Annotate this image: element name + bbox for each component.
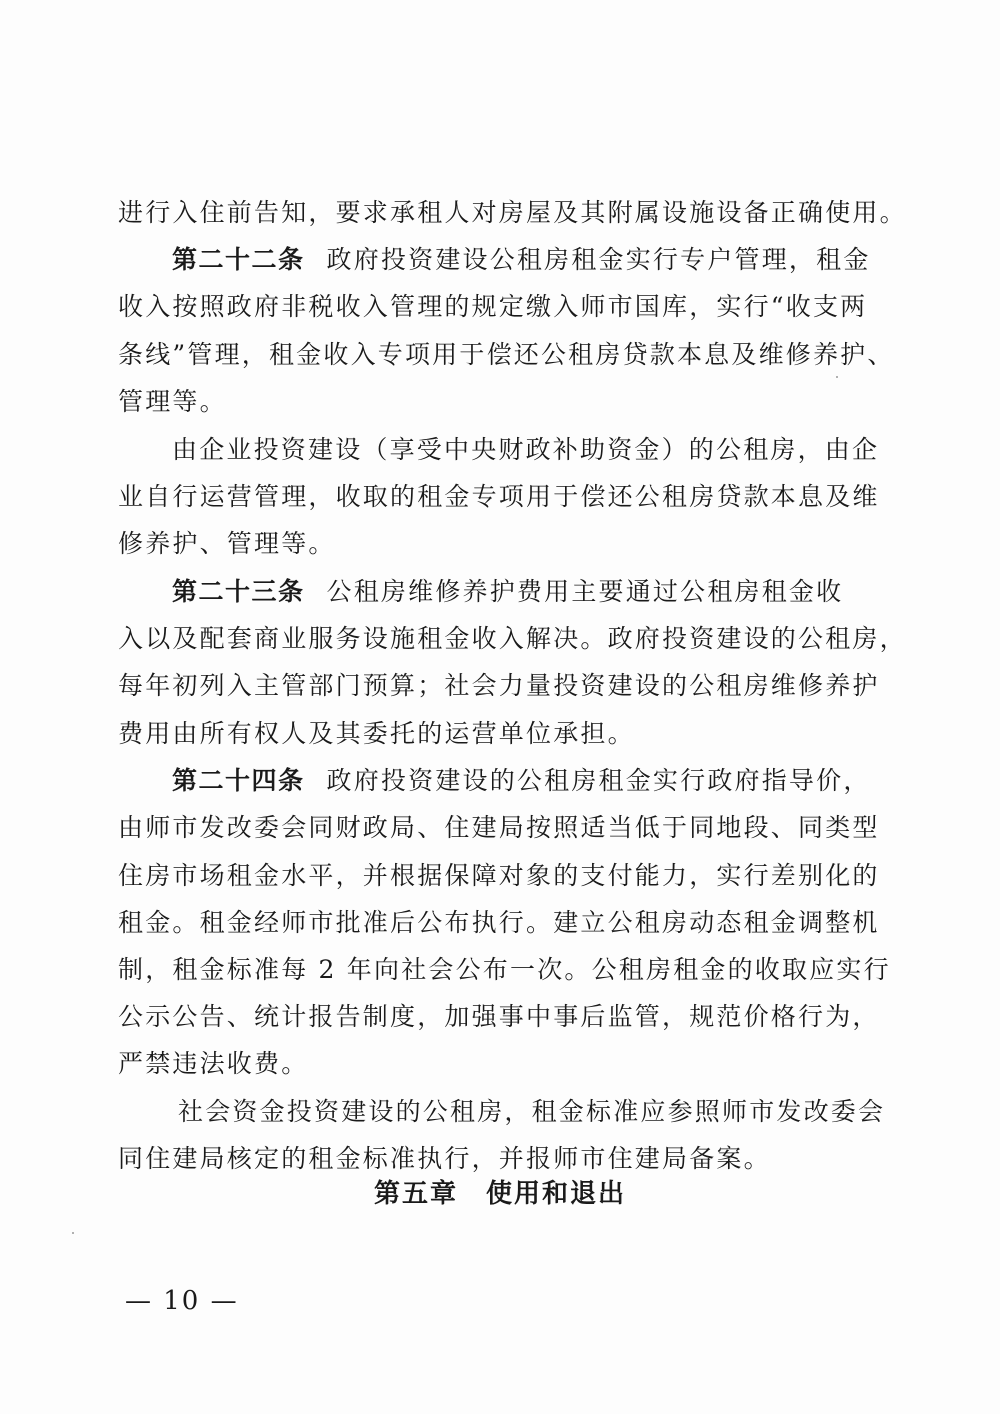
text-line: 管理等。 [118,387,227,416]
scan-speck [836,376,838,378]
text-line: 由师市发改委会同财政局、住建局按照适当低于同地段、同类型 [118,813,880,842]
text-line: 入以及配套商业服务设施租金收入解决。政府投资建设的公租房， [118,624,907,653]
text-line: 公示公告、统计报告制度，加强事中事后监管，规范价格行为， [118,1002,880,1031]
page-number: — 10 — [125,1286,239,1316]
text-line: 社会资金投资建设的公租房，租金标准应参照师市发改委会 [178,1097,886,1126]
text-line: 住房市场租金水平，并根据保障对象的支付能力，实行差别化的 [118,861,880,890]
article-number: 第二十三条 [172,577,305,606]
text-line: 条线”管理，租金收入专项用于偿还公租房贷款本息及维修养护、 [118,340,895,369]
text-line: 修养护、管理等。 [118,529,336,558]
scan-speck [72,1232,74,1234]
text-line: 费用由所有权人及其委托的运营单位承担。 [118,719,635,748]
text-line: 由企业投资建设（享受中央财政补助资金）的公租房，由企 [172,435,880,464]
text-line: 制，租金标准每 2 年向社会公布一次。公租房租金的收取应实行 [118,955,891,984]
article-number: 第二十四条 [172,766,305,795]
text-line: 政府投资建设公租房租金实行专户管理，租金 [326,245,871,274]
text-line: 租金。租金经师市批准后公布执行。建立公租房动态租金调整机 [118,908,880,937]
article-22-first-line [172,245,871,275]
article-24-first-line [172,766,871,796]
text-line: 严禁违法收费。 [118,1049,309,1078]
text-line: 收入按照政府非税收入管理的规定缴入师市国库，实行“收支两 [118,292,868,321]
text-line: 同住建局核定的租金标准执行，并报师市住建局备案。 [118,1144,771,1173]
text-line: 进行入住前告知，要求承租人对房屋及其附属设施设备正确使用。 [118,198,907,227]
text-line: 政府投资建设的公租房租金实行政府指导价， [326,766,871,795]
article-23-first-line [172,577,862,607]
chapter-heading: 第五章 使用和退出 [373,1179,626,1209]
text-line: 每年初列入主管部门预算；社会力量投资建设的公租房维修养护 [118,671,880,700]
text-line: 业自行运营管理，收取的租金专项用于偿还公租房贷款本息及维 [118,482,880,511]
text-line: 公租房维修养护费用主要通过公租房租金收 [326,577,844,606]
article-number: 第二十二条 [172,245,305,274]
